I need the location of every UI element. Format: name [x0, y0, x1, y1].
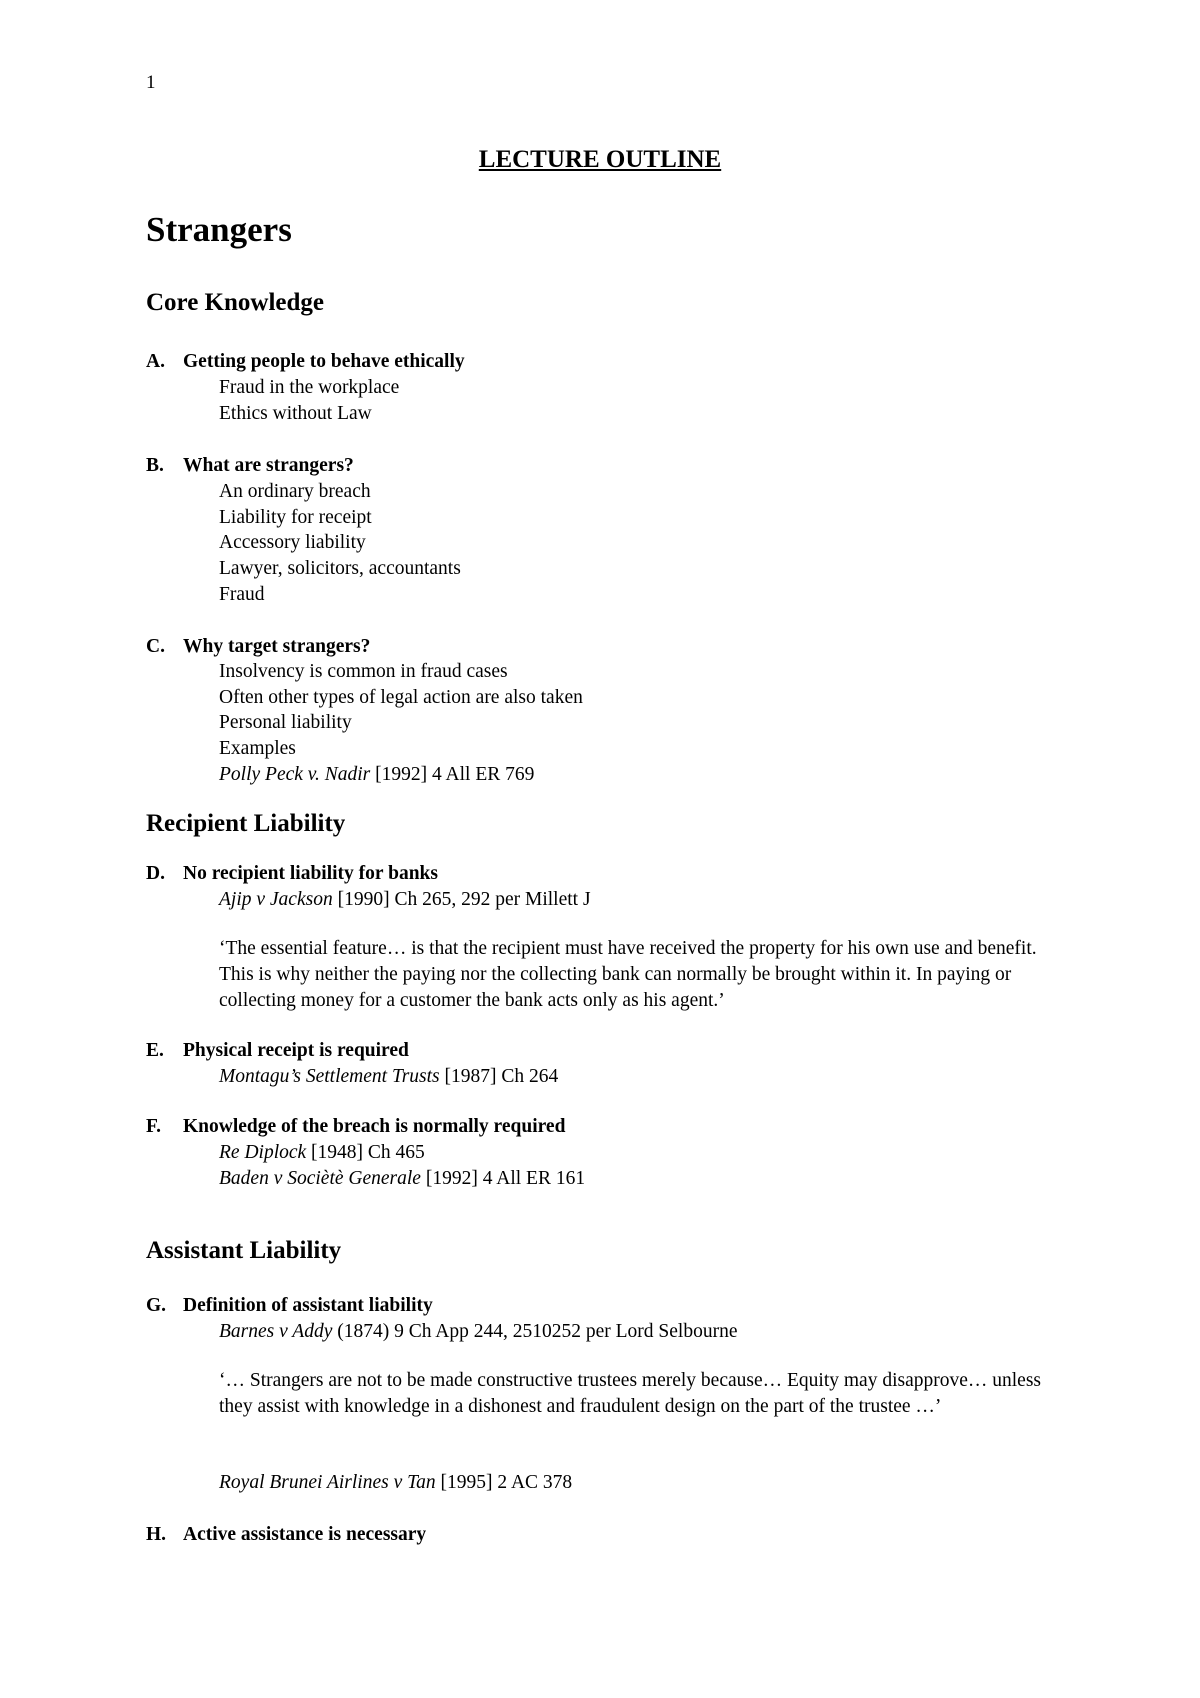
- document-heading: Strangers: [146, 210, 292, 249]
- quotation: ‘The essential feature… is that the recipient must have received the property for his own use and benefit. This is why neither the paying nor the collecting bank can normally be brought within it. In paying or collecting money for a customer the bank acts only as his agent.’: [219, 938, 1037, 1011]
- case-name: Ajip v Jackson: [219, 889, 333, 910]
- outline-line: Fraud: [219, 584, 265, 605]
- case-citation: [219, 1472, 572, 1494]
- outline-line: An ordinary breach: [219, 481, 371, 502]
- item-a-heading: [146, 351, 465, 373]
- item-title: Getting people to behave ethically: [183, 351, 465, 372]
- item-d-heading: [146, 863, 438, 885]
- section-heading-assistant-liability: Assistant Liability: [146, 1237, 342, 1264]
- item-letter: G.: [146, 1295, 167, 1316]
- case-reference: [1992] 4 All ER 161: [420, 1168, 586, 1189]
- item-title: No recipient liability for banks: [183, 863, 438, 884]
- item-letter: E.: [146, 1040, 164, 1061]
- case-name: Polly Peck v. Nadir: [219, 764, 371, 785]
- item-title: Why target strangers?: [183, 636, 371, 657]
- case-citation: [219, 1142, 425, 1164]
- item-title: Knowledge of the breach is normally required: [183, 1116, 566, 1137]
- page-number: 1: [146, 72, 156, 93]
- document-title: LECTURE OUTLINE: [478, 146, 722, 173]
- case-citation: [219, 889, 591, 911]
- case-name: Barnes v Addy: [219, 1321, 333, 1342]
- case-name: Royal Brunei Airlines v Tan: [219, 1472, 436, 1493]
- case-citation: [219, 1168, 585, 1190]
- case-name: Baden v Sociètè Generale: [219, 1168, 421, 1189]
- case-reference: [1995] 2 AC 378: [435, 1472, 573, 1493]
- item-letter: C.: [146, 636, 165, 657]
- item-title: What are strangers?: [183, 455, 354, 476]
- item-title: Physical receipt is required: [183, 1040, 409, 1061]
- outline-line: Lawyer, solicitors, accountants: [219, 558, 461, 579]
- item-title: Active assistance is necessary: [183, 1524, 427, 1545]
- item-letter: B.: [146, 455, 164, 476]
- item-b-heading: [146, 455, 354, 477]
- outline-line: Ethics without Law: [219, 403, 372, 424]
- item-e-heading: [146, 1040, 409, 1062]
- case-reference: [1948] Ch 465: [306, 1142, 425, 1163]
- item-g-heading: [146, 1295, 433, 1317]
- outline-line: Liability for receipt: [219, 507, 372, 528]
- quotation: ‘… Strangers are not to be made constructive trustees merely because… Equity may disapprove… unless they assist with knowledge in a dishonest and fraudulent design on the part of the trustee …’: [219, 1370, 1042, 1417]
- case-citation: [219, 1321, 738, 1343]
- section-heading-core-knowledge: Core Knowledge: [146, 289, 324, 316]
- outline-line: Examples: [219, 738, 296, 759]
- case-reference: [1992] 4 All ER 769: [370, 764, 535, 785]
- outline-line: Accessory liability: [219, 532, 366, 553]
- item-letter: A.: [146, 351, 165, 372]
- item-letter: D.: [146, 863, 165, 884]
- item-f-heading: [146, 1116, 565, 1138]
- case-citation: [219, 1066, 558, 1088]
- item-c-heading: [146, 636, 370, 658]
- case-reference: [1990] Ch 265, 292 per Millett J: [332, 889, 591, 910]
- case-name: Re Diplock: [219, 1142, 307, 1163]
- item-title: Definition of assistant liability: [183, 1295, 433, 1316]
- section-heading-recipient-liability: Recipient Liability: [146, 810, 346, 837]
- case-reference: (1874) 9 Ch App 244, 2510252 per Lord Selbourne: [332, 1321, 738, 1342]
- outline-line: Often other types of legal action are also taken: [219, 687, 583, 708]
- item-letter: F.: [146, 1116, 161, 1137]
- case-citation: [219, 764, 534, 786]
- case-reference: [1987] Ch 264: [439, 1066, 559, 1087]
- outline-line: Fraud in the workplace: [219, 377, 400, 398]
- item-letter: H.: [146, 1524, 167, 1545]
- outline-line: Personal liability: [219, 712, 352, 733]
- outline-line: Insolvency is common in fraud cases: [219, 661, 508, 682]
- case-name: Montagu’s Settlement Trusts: [219, 1066, 440, 1087]
- item-h-heading: [146, 1524, 426, 1546]
